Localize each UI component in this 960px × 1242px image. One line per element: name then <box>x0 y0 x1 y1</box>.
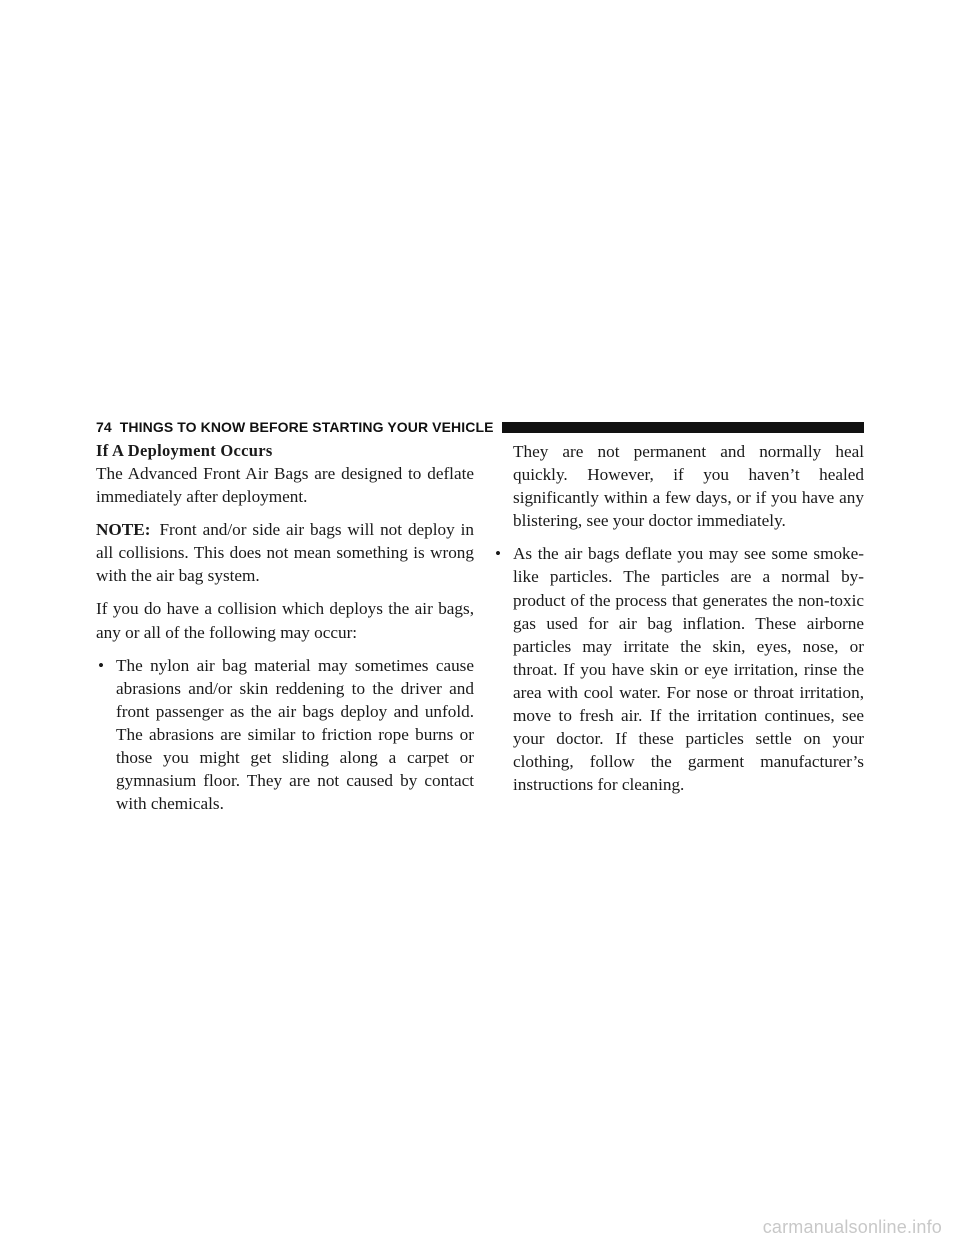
left-column <box>96 440 474 815</box>
right-column <box>493 440 864 796</box>
page-header <box>96 417 864 437</box>
bullet-icon: • <box>495 544 502 564</box>
bullet-text: As the air bags deflate you may see some smoke-like particles. The particles are a normal by-product of the process that generates the non-toxic gas used for air bag inflation. These airborne particles may irritate the skin, eyes, nose, or throat. If you have skin or eye irritation, rinse the area with cool water. For nose or throat irritation, move to fresh air. If the irritation continues, see your doctor. If these particles settle on your clothing, follow the garment manufacturer’s instructions for cleaning. <box>513 544 864 795</box>
note-text: Front and/or side air bags will not deploy in all collisions. This does not mean something is wrong with the air bag system. <box>96 520 474 586</box>
bullet-item <box>96 654 474 816</box>
page-header-text <box>96 419 494 435</box>
bullet-text: The nylon air bag material may sometimes cause abrasions and/or skin reddening to the driver and front passenger as the air bags deploy and unfold. The abrasions are similar to friction rope burns or those you might get sliding along a carpet or gymnasium floor. They are not caused by contact with chemicals. <box>116 655 474 814</box>
bullet-icon: • <box>98 655 105 675</box>
note-paragraph <box>96 518 474 587</box>
page-number: 74 <box>96 419 112 435</box>
running-title: THINGS TO KNOW BEFORE STARTING YOUR VEHICLE <box>119 419 494 435</box>
section-title: If A Deployment Occurs <box>96 441 273 460</box>
intro-paragraph: The Advanced Front Air Bags are designed to deflate immediately after deployment. <box>96 464 474 507</box>
note-label: NOTE: <box>96 520 151 540</box>
footer-watermark: carmanualsonline.info <box>762 1217 942 1237</box>
bullet-continuation: They are not permanent and normally heal quickly. However, if you haven’t healed significantly within a few days, or if you have any blistering, see your doctor immediately. <box>513 442 864 531</box>
bullet-item <box>493 542 864 796</box>
lead-in-paragraph: If you do have a collision which deploys the air bags, any or all of the following may occur: <box>96 599 474 642</box>
header-rule <box>502 422 864 433</box>
